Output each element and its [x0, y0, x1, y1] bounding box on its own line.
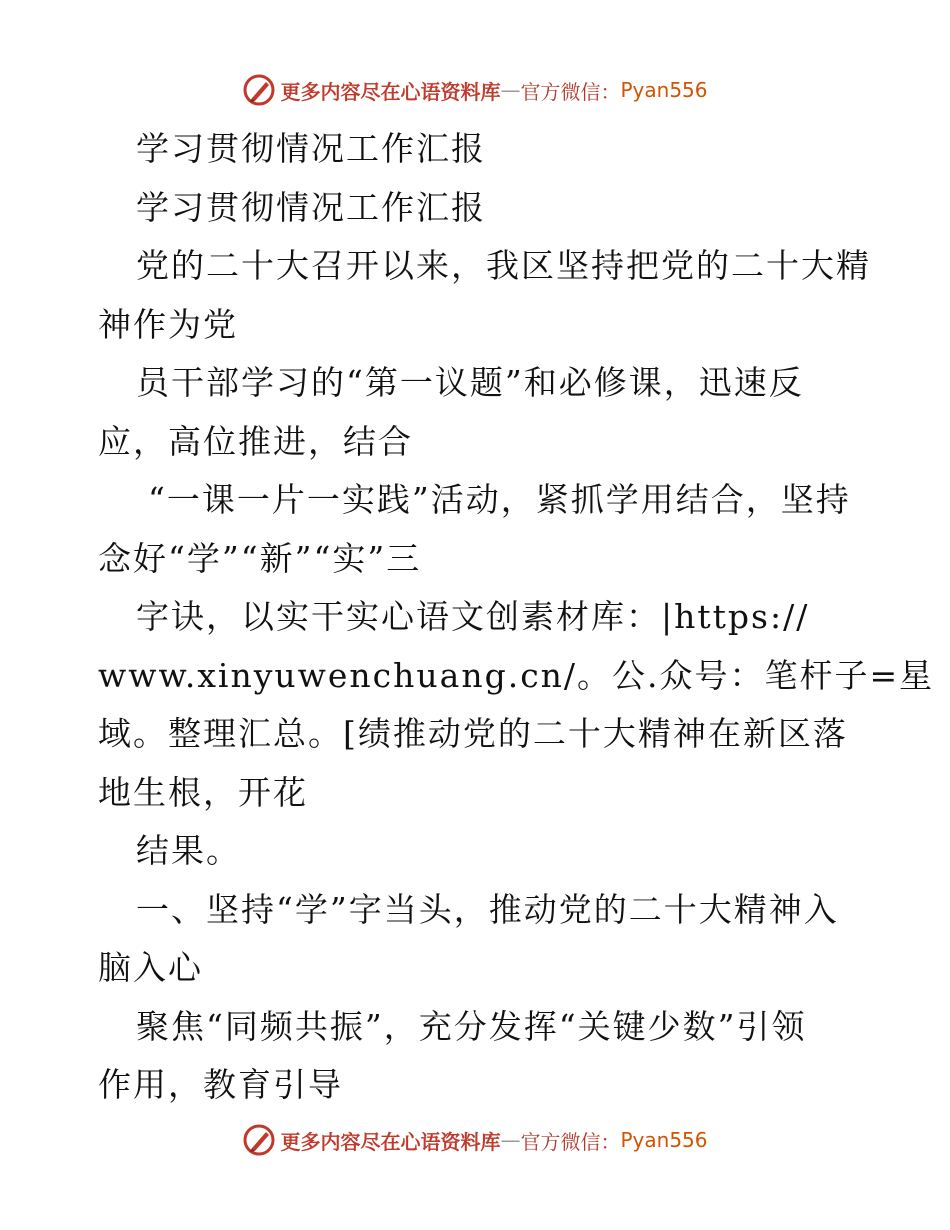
watermark-brand: 更多内容尽在心语资料库: [280, 1129, 501, 1154]
pen-logo-icon: [242, 1123, 276, 1157]
doc-line: 党的二十大召开以来，我区坚持把党的二十大精: [136, 246, 871, 285]
watermark-wechat-id: Pyan556: [620, 78, 708, 102]
doc-line: 域。整理汇总。[绩推动党的二十大精神在新区落: [98, 714, 848, 753]
watermark-dash: —: [500, 78, 521, 102]
watermark-wechat-label: 官方微信：: [520, 1129, 621, 1154]
doc-heading: 一、坚持“学”字当头，推动党的二十大精神入: [136, 889, 839, 929]
doc-line: 神作为党: [98, 304, 238, 344]
doc-line: 作用，教育引导: [98, 1065, 343, 1104]
doc-line: www.xinyuwenchuang.cn/。公.众号：笔杆子=星: [98, 655, 935, 695]
doc-line: 员干部学习的“第一议题”和必修课，迅速反: [136, 363, 804, 402]
doc-line: 字诀，以实干实心语文创素材库：|https://: [136, 597, 810, 636]
footer-watermark: [0, 1120, 950, 1160]
watermark-wechat-id: Pyan556: [620, 1128, 708, 1152]
doc-line: 应，高位推进，结合: [98, 421, 413, 461]
watermark-dash: —: [500, 1128, 521, 1152]
document-body: [98, 120, 935, 1115]
watermark-brand: 更多内容尽在心语资料库: [280, 79, 501, 104]
doc-line: 结果。: [136, 831, 241, 870]
doc-line: 地生根，开花: [98, 772, 308, 812]
pen-logo-icon: [242, 73, 276, 107]
doc-line: “一课一片一实践”活动，紧抓学用结合，坚持: [148, 480, 851, 519]
doc-line: 聚焦“同频共振”，充分发挥“关键少数”引领: [136, 1006, 807, 1046]
doc-line: 脑入心: [98, 948, 203, 987]
header-watermark: [0, 70, 950, 110]
doc-subtitle: 学习贯彻情况工作汇报: [136, 187, 486, 227]
doc-line: 念好“学”“新”“实”三: [98, 538, 422, 578]
doc-title: 学习贯彻情况工作汇报: [136, 129, 486, 168]
watermark-wechat-label: 官方微信：: [520, 79, 621, 104]
